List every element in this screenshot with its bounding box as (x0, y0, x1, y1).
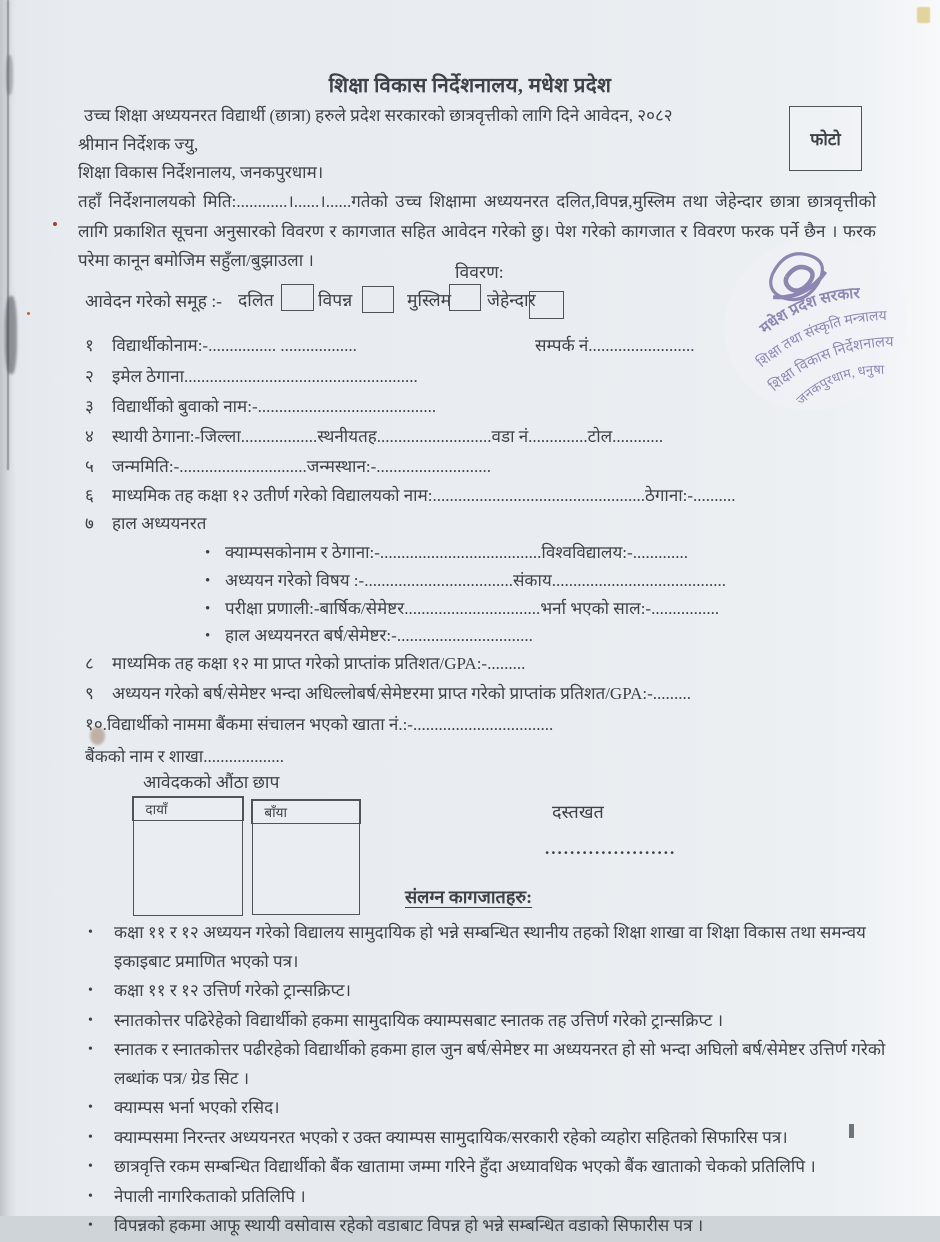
attachments-heading: संलग्न कागजातहरु: (405, 887, 533, 907)
field-number: २ (85, 367, 94, 386)
group-label-muslim: मुस्लिम (407, 290, 452, 310)
field-number: ३ (85, 397, 94, 416)
field-class12-gpa (85, 651, 525, 677)
ink-speck (53, 222, 57, 226)
checkbox-bipanna[interactable] (362, 286, 394, 313)
field-label: स्थायी ठेगाना:-जिल्ला..................स्थनीयतह...........................वडा नं..............टोल............ (112, 427, 664, 446)
salutation: श्रीमान निर्देशक ज्यु, (78, 135, 199, 154)
stamp-text-government: मधेश प्रदेश सरकार (756, 284, 861, 338)
field-label: विद्यार्थीकोनाम:-................ .................. (112, 336, 357, 355)
ink-speck (27, 312, 30, 315)
field-student-name (85, 333, 357, 359)
thumbprint-heading: आवेदकको औंठा छाप (143, 772, 280, 792)
field-label: अध्ययन गरेको बर्ष/सेमेष्टर भन्दा अधिल्लोबर्ष/सेमेष्टरमा प्राप्त गरेको प्राप्तांक प्रतिशत/GPA:-......... (112, 684, 692, 703)
attachment-item: • क्याम्पस भर्ना भएको रसिद। (82, 1094, 888, 1123)
field-bank-account (85, 712, 553, 738)
field-contact-number: सम्पर्क नं......................... (535, 336, 695, 355)
study-campus-line: • क्याम्पसकोनाम र ठेगाना:-......................................विश्वविद्यालय:-............. (225, 540, 688, 566)
photo-box (789, 106, 862, 171)
field-birthdate (85, 454, 491, 480)
highlighter-mark (917, 7, 930, 23)
application-line: उच्च शिक्षा अध्ययनरत विद्यार्थी (छात्रा) हरुले प्रदेश सरकारको छात्रवृत्तीको लागि दिने आवेदन, २०८२ (84, 106, 673, 125)
field-number: ४ (85, 427, 94, 446)
field-number: ७ (85, 514, 94, 533)
field-number: ५ (85, 457, 94, 476)
applied-group-label: आवेदन गरेको समूह :- (85, 291, 223, 311)
field-previous-semester-gpa (85, 681, 691, 707)
group-label-jehendar: जेहेन्दार (487, 290, 536, 310)
checkbox-dalit[interactable] (281, 284, 314, 311)
field-number: ८ (85, 654, 94, 673)
attachment-item: • कक्षा ११ र १२ अध्ययन गरेको विद्यालय सामुदायिक हो भन्ने सम्बन्धित स्थानीय तहको शिक्षा शाखा वा शिक्षा विकास तथा समन्वय इकाइबाट प्रमाणित भएको पत्र। (82, 919, 888, 976)
field-label: विद्यार्थीको नाममा बैंकमा संचालन भएको खाता नं.:-................................. (106, 715, 554, 734)
field-label: जन्ममिति:-..............................जन्मस्थान:-........................... (112, 457, 492, 476)
group-label-dalit: दलित (238, 290, 274, 310)
field-label: विद्यार्थीको बुवाको नाम:-.......................................... (112, 397, 437, 416)
stamp-text-directorate: शिक्षा विकास निर्देशनालय (766, 334, 894, 395)
field-father-name (85, 394, 436, 420)
thumbprint-left-label: बाँया (251, 799, 360, 824)
page-title: शिक्षा विकास निर्देशनालय, मधेश प्रदेश (328, 75, 612, 97)
thumbprint-right-label: दायाँ (132, 796, 243, 821)
group-label-bipanna: विपन्न (318, 290, 353, 310)
field-currently-studying (85, 511, 206, 537)
field-number: १ (85, 336, 94, 355)
attachment-item: • नेपाली नागरिकताको प्रतिलिपि । (82, 1183, 888, 1212)
checkbox-jehendar[interactable] (529, 291, 564, 319)
field-label: माध्यमिक तह कक्षा १२ उतीर्ण गरेको विद्यालयको नाम:..................................................ठेगाना:-.......... (112, 486, 736, 505)
attachment-item: • कक्षा ११ र १२ उत्तिर्ण गरेको ट्रान्सक्रिप्ट। (82, 977, 888, 1006)
field-label: हाल अध्ययनरत (112, 514, 207, 533)
study-current-year-line: • हाल अध्ययनरत बर्ष/सेमेष्टर:-................................ (225, 623, 533, 649)
attachment-item: • क्याम्पसमा निरन्तर अध्ययनरत भएको र उक्त क्याम्पस सामुदायिक/सरकारी रहेको व्यहोरा सहितको सिफारिस पत्र। (82, 1124, 888, 1153)
field-number: १०. (85, 715, 107, 734)
attachment-item: • स्नातकोत्तर पढिरेहेको विद्यार्थीको हकमा सामुदायिक क्याम्पसबाट स्नातक तह उत्तिर्ण गरेको ट्रान्सक्रिप्ट । (82, 1007, 888, 1036)
signature-label: दस्तखत (552, 802, 604, 822)
attachment-item: • विपन्नको हकमा आफू स्थायी वसोवास रहेको वडाबाट विपन्न हो भन्ने सम्बन्धित वडाको सिफारीस पत्र । (82, 1212, 888, 1241)
study-subject-line: • अध्ययन गरेको विषय :-...................................संकाय......................................... (225, 568, 726, 594)
field-number: ६ (85, 486, 94, 505)
attachment-item: • छात्रवृत्ति रकम सम्बन्धित विद्यार्थीको बैंक खातामा जम्मा गरिने हुँदा अध्यावधिक भएको बैंक खाताको चेकको प्रतिलिपि । (82, 1153, 888, 1182)
signature-line: ..................... (545, 839, 677, 858)
field-label: इमेल ठेगाना....................................................... (112, 367, 418, 386)
field-label: माध्यमिक तह कक्षा १२ मा प्राप्त गरेको प्राप्तांक प्रतिशत/GPA:-......... (112, 654, 526, 673)
directorate-address: शिक्षा विकास निर्देशनालय, जनकपुरधाम। (78, 163, 324, 182)
attachment-item: • स्नातक र स्नातकोत्तर पढीरहेको विद्यार्थीको हकमा हाल जुन बर्ष/सेमेष्टर मा अध्ययनरत हो सो भन्दा अघिलो बर्ष/सेमेष्टर उत्तिर्ण गरेको लब्धांक पत्र/ ग्रेड सिट । (82, 1036, 888, 1093)
thumbprint-box-right (133, 797, 243, 916)
study-exam-system-line: • परीक्षा प्रणाली:-बार्षिक/सेमेष्टर................................भर्ना भएको साल:-................ (225, 596, 719, 622)
field-permanent-address (85, 424, 663, 450)
photo-box-label: फोटो (810, 130, 841, 149)
details-heading: विवरण: (455, 262, 504, 282)
field-email (85, 364, 418, 390)
field-bank-name-branch: बैंकको नाम र शाखा................... (85, 747, 284, 766)
official-stamp (708, 228, 920, 412)
declaration-paragraph: तहाँ निर्देशनालयको मिति:............।......।......गतेको उच्च शिक्षामा अध्ययनरत दलित,विपन्न,मुस्लिम तथा जेहेन्दार छात्रा छात्रवृत्तीको लागि प्रकाशित सूचना अनुसारको विवरण र कागजात सहित आवेदन गरेको छु। पेश गरेको कागजात र विवरण फरक पर्ने छैन । फरक परेमा कानून बमोजिम सहुँला/बुझाउला । (78, 192, 876, 270)
stamp-text-ministry: शिक्षा तथा संस्कृति मन्त्रालय (754, 308, 888, 371)
attachments-list (82, 919, 888, 1242)
field-school-name (85, 483, 736, 509)
stamp-text-place: जनकपुरधाम, धनुषा (793, 361, 885, 408)
scan-smudge (5, 296, 17, 374)
field-number: ९ (85, 684, 94, 703)
thumbprint-box-left (252, 800, 360, 915)
checkbox-muslim[interactable] (449, 284, 481, 311)
